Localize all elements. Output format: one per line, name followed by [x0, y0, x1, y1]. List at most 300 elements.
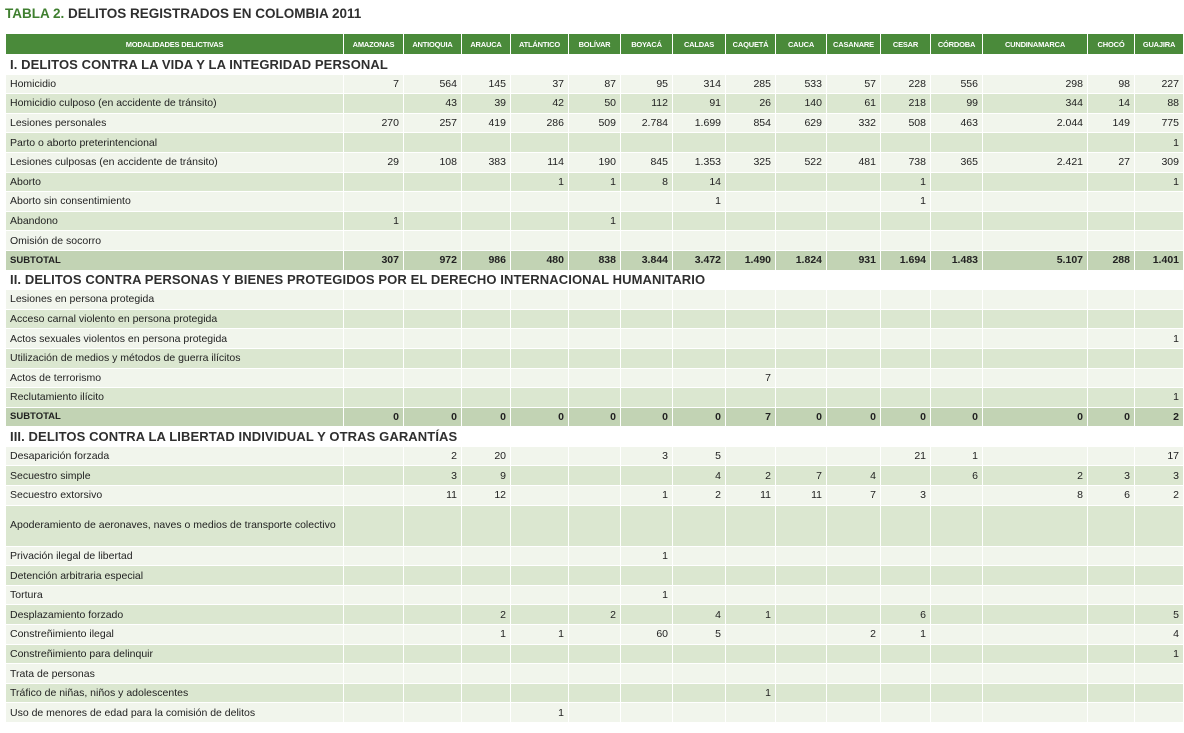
subtotal-cell: 1.483 [931, 250, 983, 270]
table-cell [462, 566, 511, 586]
table-cell [931, 388, 983, 408]
table-cell [1088, 348, 1135, 368]
subtotal-cell: 0 [344, 407, 404, 427]
table-cell [827, 231, 881, 251]
table-cell [827, 605, 881, 625]
table-cell [621, 329, 673, 349]
row-label: Lesiones culposas (en accidente de tránsito) [6, 152, 344, 172]
table-cell [726, 625, 776, 645]
table-cell: 26 [726, 94, 776, 114]
table-cell [462, 683, 511, 703]
table-cell [404, 348, 462, 368]
table-cell [673, 133, 726, 153]
column-header: ATLÁNTICO [511, 34, 569, 55]
table-cell [726, 231, 776, 251]
table-row [6, 664, 1184, 684]
table-cell: 190 [569, 152, 621, 172]
table-cell [726, 348, 776, 368]
table-cell: 87 [569, 74, 621, 94]
table-cell: 1 [511, 703, 569, 723]
table-cell [673, 585, 726, 605]
table-cell [827, 683, 881, 703]
row-label: Apoderamiento de aeronaves, naves o medios de transporte colectivo [6, 505, 344, 546]
table-cell [1088, 309, 1135, 329]
subtotal-cell: 0 [462, 407, 511, 427]
table-cell [1135, 368, 1184, 388]
table-cell [983, 211, 1088, 231]
table-cell: 50 [569, 94, 621, 114]
table-cell [511, 348, 569, 368]
table-cell: 114 [511, 152, 569, 172]
row-label: Uso de menores de edad para la comisión de delitos [6, 703, 344, 723]
table-cell [931, 585, 983, 605]
table-row [6, 644, 1184, 664]
table-cell: 11 [776, 486, 827, 506]
table-cell [569, 309, 621, 329]
table-cell [511, 486, 569, 506]
table-row [6, 585, 1184, 605]
table-cell [931, 644, 983, 664]
table-cell [776, 664, 827, 684]
table-cell [776, 446, 827, 466]
table-row [6, 309, 1184, 329]
table-cell [511, 368, 569, 388]
table-cell [404, 703, 462, 723]
table-cell [621, 605, 673, 625]
subtotal-cell: 1.401 [1135, 250, 1184, 270]
table-cell [673, 644, 726, 664]
table-cell [726, 329, 776, 349]
table-cell: 1 [1135, 644, 1184, 664]
table-cell: 1 [881, 625, 931, 645]
table-cell [983, 309, 1088, 329]
table-row [6, 113, 1184, 133]
table-row [6, 192, 1184, 212]
table-cell: 5 [673, 446, 726, 466]
table-cell [1135, 585, 1184, 605]
table-cell [673, 290, 726, 310]
table-cell [621, 309, 673, 329]
table-cell [881, 290, 931, 310]
row-label: Acceso carnal violento en persona protegida [6, 309, 344, 329]
subtotal-cell: 972 [404, 250, 462, 270]
table-cell [511, 231, 569, 251]
table-cell [827, 388, 881, 408]
table-cell [983, 192, 1088, 212]
row-label: Constreñimiento para delinquir [6, 644, 344, 664]
table-cell [621, 703, 673, 723]
subtotal-cell: 3.844 [621, 250, 673, 270]
table-cell: 1 [344, 211, 404, 231]
table-cell: 8 [983, 486, 1088, 506]
row-label: Detención arbitraria especial [6, 566, 344, 586]
table-cell [931, 566, 983, 586]
table-cell [1088, 192, 1135, 212]
table-cell [827, 644, 881, 664]
table-cell [726, 644, 776, 664]
table-cell [776, 192, 827, 212]
table-cell: 845 [621, 152, 673, 172]
table-cell: 1 [569, 172, 621, 192]
table-cell [776, 329, 827, 349]
row-label: Secuestro simple [6, 466, 344, 486]
table-row [6, 172, 1184, 192]
table-cell [881, 505, 931, 546]
table-cell [569, 329, 621, 349]
table-cell: 1 [569, 211, 621, 231]
column-header: GUAJIRA [1135, 34, 1184, 55]
table-cell [569, 231, 621, 251]
table-cell [569, 388, 621, 408]
table-cell [726, 505, 776, 546]
table-cell [931, 546, 983, 566]
table-cell [1135, 505, 1184, 546]
table-cell [621, 466, 673, 486]
table-cell [673, 683, 726, 703]
table-row [6, 388, 1184, 408]
subtotal-cell: 0 [1088, 407, 1135, 427]
table-cell [621, 348, 673, 368]
table-cell [569, 683, 621, 703]
table-cell [881, 546, 931, 566]
table-cell [511, 309, 569, 329]
table-cell [511, 566, 569, 586]
table-cell [569, 703, 621, 723]
table-cell: 344 [983, 94, 1088, 114]
table-cell [881, 231, 931, 251]
table-row [6, 152, 1184, 172]
table-cell: 2 [569, 605, 621, 625]
table-cell [776, 505, 827, 546]
subtotal-cell: 288 [1088, 250, 1135, 270]
table-cell [673, 211, 726, 231]
table-cell: 88 [1135, 94, 1184, 114]
table-cell [569, 290, 621, 310]
table-row [6, 74, 1184, 94]
table-cell: 2 [827, 625, 881, 645]
subtotal-label: SUBTOTAL [6, 407, 344, 427]
table-cell [462, 703, 511, 723]
table-cell: 112 [621, 94, 673, 114]
table-cell [931, 348, 983, 368]
row-label: Aborto [6, 172, 344, 192]
table-cell [404, 625, 462, 645]
table-cell: 1 [1135, 133, 1184, 153]
table-cell: 9 [462, 466, 511, 486]
table-cell [983, 290, 1088, 310]
table-cell [881, 566, 931, 586]
table-cell [1088, 566, 1135, 586]
table-cell [827, 133, 881, 153]
row-label: Trata de personas [6, 664, 344, 684]
table-cell [983, 329, 1088, 349]
table-cell: 564 [404, 74, 462, 94]
table-cell [673, 348, 726, 368]
table-cell: 2 [1135, 486, 1184, 506]
table-cell [569, 644, 621, 664]
table-cell [726, 290, 776, 310]
table-cell [462, 133, 511, 153]
table-cell [462, 192, 511, 212]
table-cell [827, 368, 881, 388]
table-cell [726, 566, 776, 586]
table-cell [673, 329, 726, 349]
table-cell [1088, 605, 1135, 625]
subtotal-cell: 0 [621, 407, 673, 427]
table-cell [881, 683, 931, 703]
table-cell [776, 133, 827, 153]
table-cell: 2 [673, 486, 726, 506]
column-header: CHOCÓ [1088, 34, 1135, 55]
table-cell [827, 192, 881, 212]
table-row [6, 290, 1184, 310]
table-cell [462, 388, 511, 408]
table-cell [983, 644, 1088, 664]
table-cell [776, 683, 827, 703]
table-cell [776, 368, 827, 388]
table-cell [726, 133, 776, 153]
subtotal-cell: 0 [983, 407, 1088, 427]
table-cell [983, 505, 1088, 546]
table-cell: 7 [726, 368, 776, 388]
table-cell [404, 585, 462, 605]
caption-label: TABLA 2. [5, 6, 65, 21]
table-cell: 12 [462, 486, 511, 506]
table-cell [983, 446, 1088, 466]
table-cell: 14 [1088, 94, 1135, 114]
table-cell [511, 446, 569, 466]
section-heading-row [6, 427, 1184, 447]
table-cell: 42 [511, 94, 569, 114]
table-cell [462, 585, 511, 605]
table-cell: 2 [404, 446, 462, 466]
table-cell [621, 644, 673, 664]
table-cell [621, 683, 673, 703]
table-cell [462, 505, 511, 546]
table-cell: 1 [511, 625, 569, 645]
column-header: CAUCA [776, 34, 827, 55]
table-cell [776, 546, 827, 566]
table-cell: 61 [827, 94, 881, 114]
table-cell [827, 172, 881, 192]
table-cell: 7 [827, 486, 881, 506]
table-cell [827, 309, 881, 329]
table-cell [511, 329, 569, 349]
table-cell: 1.353 [673, 152, 726, 172]
table-cell: 383 [462, 152, 511, 172]
table-cell: 1 [621, 486, 673, 506]
table-cell [569, 505, 621, 546]
subtotal-label: SUBTOTAL [6, 250, 344, 270]
table-cell: 2.784 [621, 113, 673, 133]
table-cell [931, 133, 983, 153]
table-cell: 325 [726, 152, 776, 172]
subtotal-cell: 1.694 [881, 250, 931, 270]
table-cell: 2.421 [983, 152, 1088, 172]
table-cell [511, 505, 569, 546]
table-cell: 37 [511, 74, 569, 94]
table-cell [776, 585, 827, 605]
table-cell [404, 505, 462, 546]
table-cell [827, 446, 881, 466]
table-cell [404, 683, 462, 703]
row-label: Tortura [6, 585, 344, 605]
table-cell [726, 446, 776, 466]
table-cell [344, 466, 404, 486]
section-title: II. DELITOS CONTRA PERSONAS Y BIENES PROTEGIDOS POR EL DERECHO INTERNACIONAL HUMANITARIO [6, 270, 1184, 290]
table-cell: 21 [881, 446, 931, 466]
table-cell [1088, 231, 1135, 251]
table-cell [511, 290, 569, 310]
table-cell [881, 309, 931, 329]
table-cell [462, 644, 511, 664]
table-cell [569, 486, 621, 506]
table-cell [404, 644, 462, 664]
table-cell: 5 [1135, 605, 1184, 625]
table-cell [569, 348, 621, 368]
table-cell: 533 [776, 74, 827, 94]
table-cell: 419 [462, 113, 511, 133]
table-cell [511, 605, 569, 625]
table-cell [1088, 388, 1135, 408]
table-cell: 522 [776, 152, 827, 172]
table-cell: 775 [1135, 113, 1184, 133]
table-cell [881, 133, 931, 153]
table-cell [1135, 290, 1184, 310]
table-cell [983, 625, 1088, 645]
table-cell [344, 566, 404, 586]
table-cell [776, 231, 827, 251]
subtotal-cell: 5.107 [983, 250, 1088, 270]
table-cell [931, 211, 983, 231]
table-cell [881, 329, 931, 349]
table-cell: 11 [726, 486, 776, 506]
table-cell [776, 290, 827, 310]
table-row [6, 625, 1184, 645]
table-row [6, 329, 1184, 349]
table-cell: 17 [1135, 446, 1184, 466]
table-cell [344, 505, 404, 546]
table-cell: 1 [931, 446, 983, 466]
table-cell [726, 211, 776, 231]
subtotal-cell: 986 [462, 250, 511, 270]
table-cell: 481 [827, 152, 881, 172]
table-cell [1135, 348, 1184, 368]
table-cell [404, 192, 462, 212]
table-cell: 218 [881, 94, 931, 114]
table-cell [344, 94, 404, 114]
table-cell [569, 546, 621, 566]
subtotal-cell: 0 [827, 407, 881, 427]
table-cell [462, 546, 511, 566]
subtotal-cell: 307 [344, 250, 404, 270]
table-cell [881, 664, 931, 684]
table-cell [983, 605, 1088, 625]
table-cell [621, 192, 673, 212]
table-cell [511, 585, 569, 605]
table-cell [569, 466, 621, 486]
table-cell [569, 625, 621, 645]
table-cell [344, 644, 404, 664]
table-cell: 14 [673, 172, 726, 192]
table-cell [511, 192, 569, 212]
table-cell [404, 329, 462, 349]
table-cell [344, 703, 404, 723]
table-cell: 1 [1135, 388, 1184, 408]
table-cell: 365 [931, 152, 983, 172]
table-cell [931, 329, 983, 349]
table-cell: 1 [726, 683, 776, 703]
subtotal-cell: 0 [881, 407, 931, 427]
table-cell [983, 388, 1088, 408]
table-row [6, 348, 1184, 368]
table-cell [881, 466, 931, 486]
table-cell: 5 [673, 625, 726, 645]
table-cell [1135, 546, 1184, 566]
table-cell [827, 546, 881, 566]
table-cell: 629 [776, 113, 827, 133]
subtotal-row [6, 407, 1184, 427]
table-cell [931, 703, 983, 723]
table-cell: 7 [776, 466, 827, 486]
table-cell: 108 [404, 152, 462, 172]
table-cell: 27 [1088, 152, 1135, 172]
table-cell [776, 703, 827, 723]
subtotal-cell: 0 [511, 407, 569, 427]
table-cell [726, 172, 776, 192]
table-cell [621, 388, 673, 408]
table-cell [776, 625, 827, 645]
table-cell: 39 [462, 94, 511, 114]
table-cell [776, 348, 827, 368]
table-cell: 2 [983, 466, 1088, 486]
row-label: Homicidio culposo (en accidente de tránsito) [6, 94, 344, 114]
table-cell [404, 231, 462, 251]
table-cell [1088, 368, 1135, 388]
table-cell [726, 388, 776, 408]
table-cell: 309 [1135, 152, 1184, 172]
table-cell [404, 546, 462, 566]
column-header-modalidades: MODALIDADES DELICTIVAS [6, 34, 344, 55]
row-label: Aborto sin consentimiento [6, 192, 344, 212]
table-cell [1088, 446, 1135, 466]
table-cell [511, 664, 569, 684]
table-cell [462, 329, 511, 349]
table-cell [511, 211, 569, 231]
table-cell: 8 [621, 172, 673, 192]
table-cell [621, 133, 673, 153]
column-header: ARAUCA [462, 34, 511, 55]
table-cell [344, 605, 404, 625]
table-cell [726, 309, 776, 329]
table-cell [673, 505, 726, 546]
table-cell [881, 703, 931, 723]
row-label: Actos sexuales violentos en persona protegida [6, 329, 344, 349]
table-cell [344, 683, 404, 703]
table-cell: 2.044 [983, 113, 1088, 133]
table-cell [344, 348, 404, 368]
table-cell [931, 368, 983, 388]
table-cell [569, 566, 621, 586]
table-cell [344, 664, 404, 684]
table-cell: 1 [621, 585, 673, 605]
table-caption [5, 3, 361, 25]
table-cell: 228 [881, 74, 931, 94]
table-cell [931, 192, 983, 212]
header-row [6, 34, 1184, 55]
table-cell [1088, 683, 1135, 703]
table-cell [673, 309, 726, 329]
